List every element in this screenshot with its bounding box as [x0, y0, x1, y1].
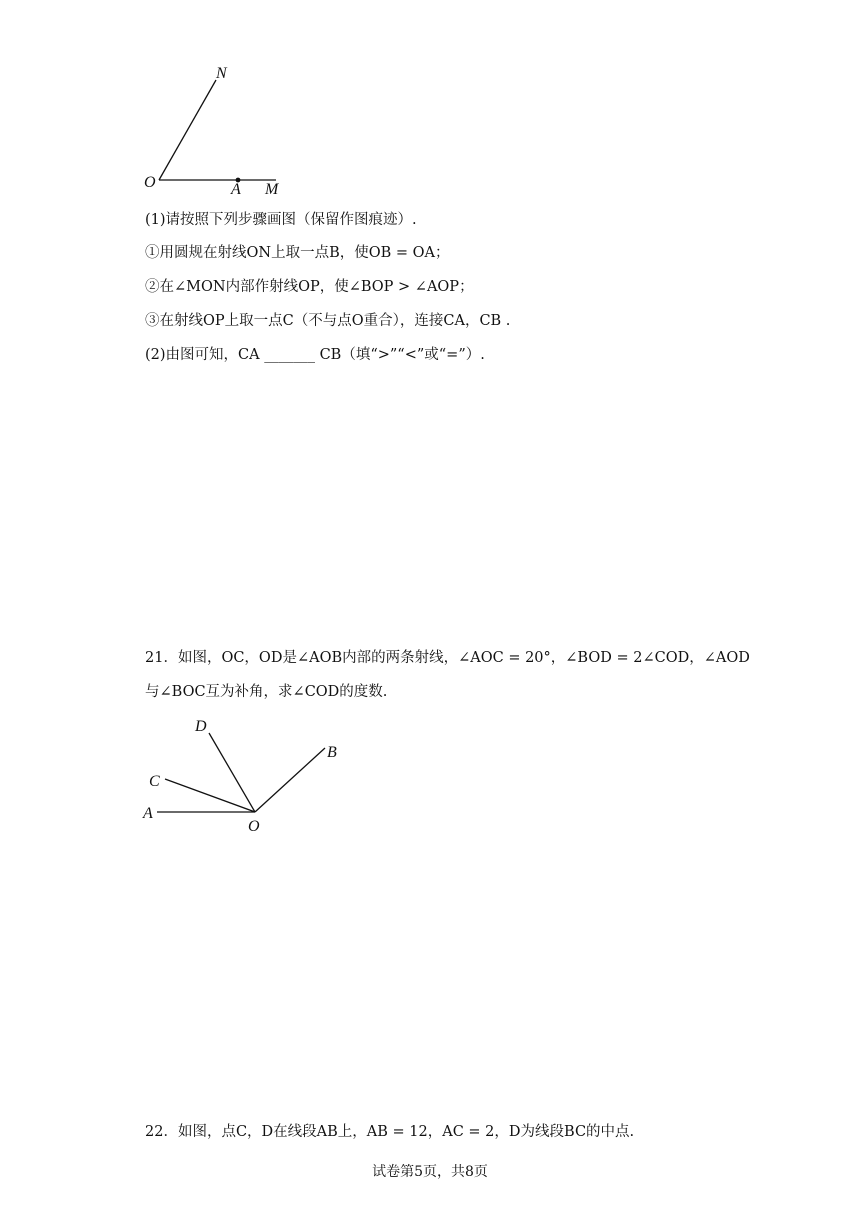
ray-oc	[165, 779, 255, 812]
page-footer: 试卷第5页，共8页	[372, 1164, 488, 1180]
label-c: C	[149, 773, 160, 790]
q20-step2: ②在∠MON内部作射线OP，使∠BOP > ∠AOP；	[145, 279, 474, 295]
ray-ob	[255, 748, 325, 812]
q21-line1: 21．如图，OC，OD是∠AOB内部的两条射线，∠AOC = 20°，∠BOD = 2∠COD，∠AOD	[145, 650, 750, 666]
label-d: D	[195, 718, 207, 735]
ray-on	[159, 80, 216, 180]
q20-step1: ①用圆规在射线ON上取一点B，使OB = OA；	[145, 245, 450, 261]
label-o: O	[248, 818, 260, 835]
ray-od	[209, 733, 255, 812]
label-n: N	[216, 65, 227, 82]
label-m: M	[265, 181, 279, 198]
q20-part2: (2)由图可知，CA _______ CB（填“>”“<”或“=”）.	[145, 347, 485, 363]
q20-part1: (1)请按照下列步骤画图（保留作图痕迹）.	[145, 212, 417, 228]
angle-aob-figure	[135, 705, 355, 845]
label-a: A	[231, 181, 241, 198]
label-a: A	[143, 805, 153, 822]
q21-line2: 与∠BOC互为补角，求∠COD的度数.	[145, 684, 388, 700]
q20-step3: ③在射线OP上取一点C（不与点O重合），连接CA，CB .	[145, 313, 511, 329]
angle-mon-figure	[130, 60, 300, 200]
label-o: O	[144, 174, 156, 191]
q22-line1: 22．如图，点C，D在线段AB上，AB = 12，AC = 2，D为线段BC的中点.	[145, 1124, 635, 1140]
label-b: B	[327, 744, 337, 761]
